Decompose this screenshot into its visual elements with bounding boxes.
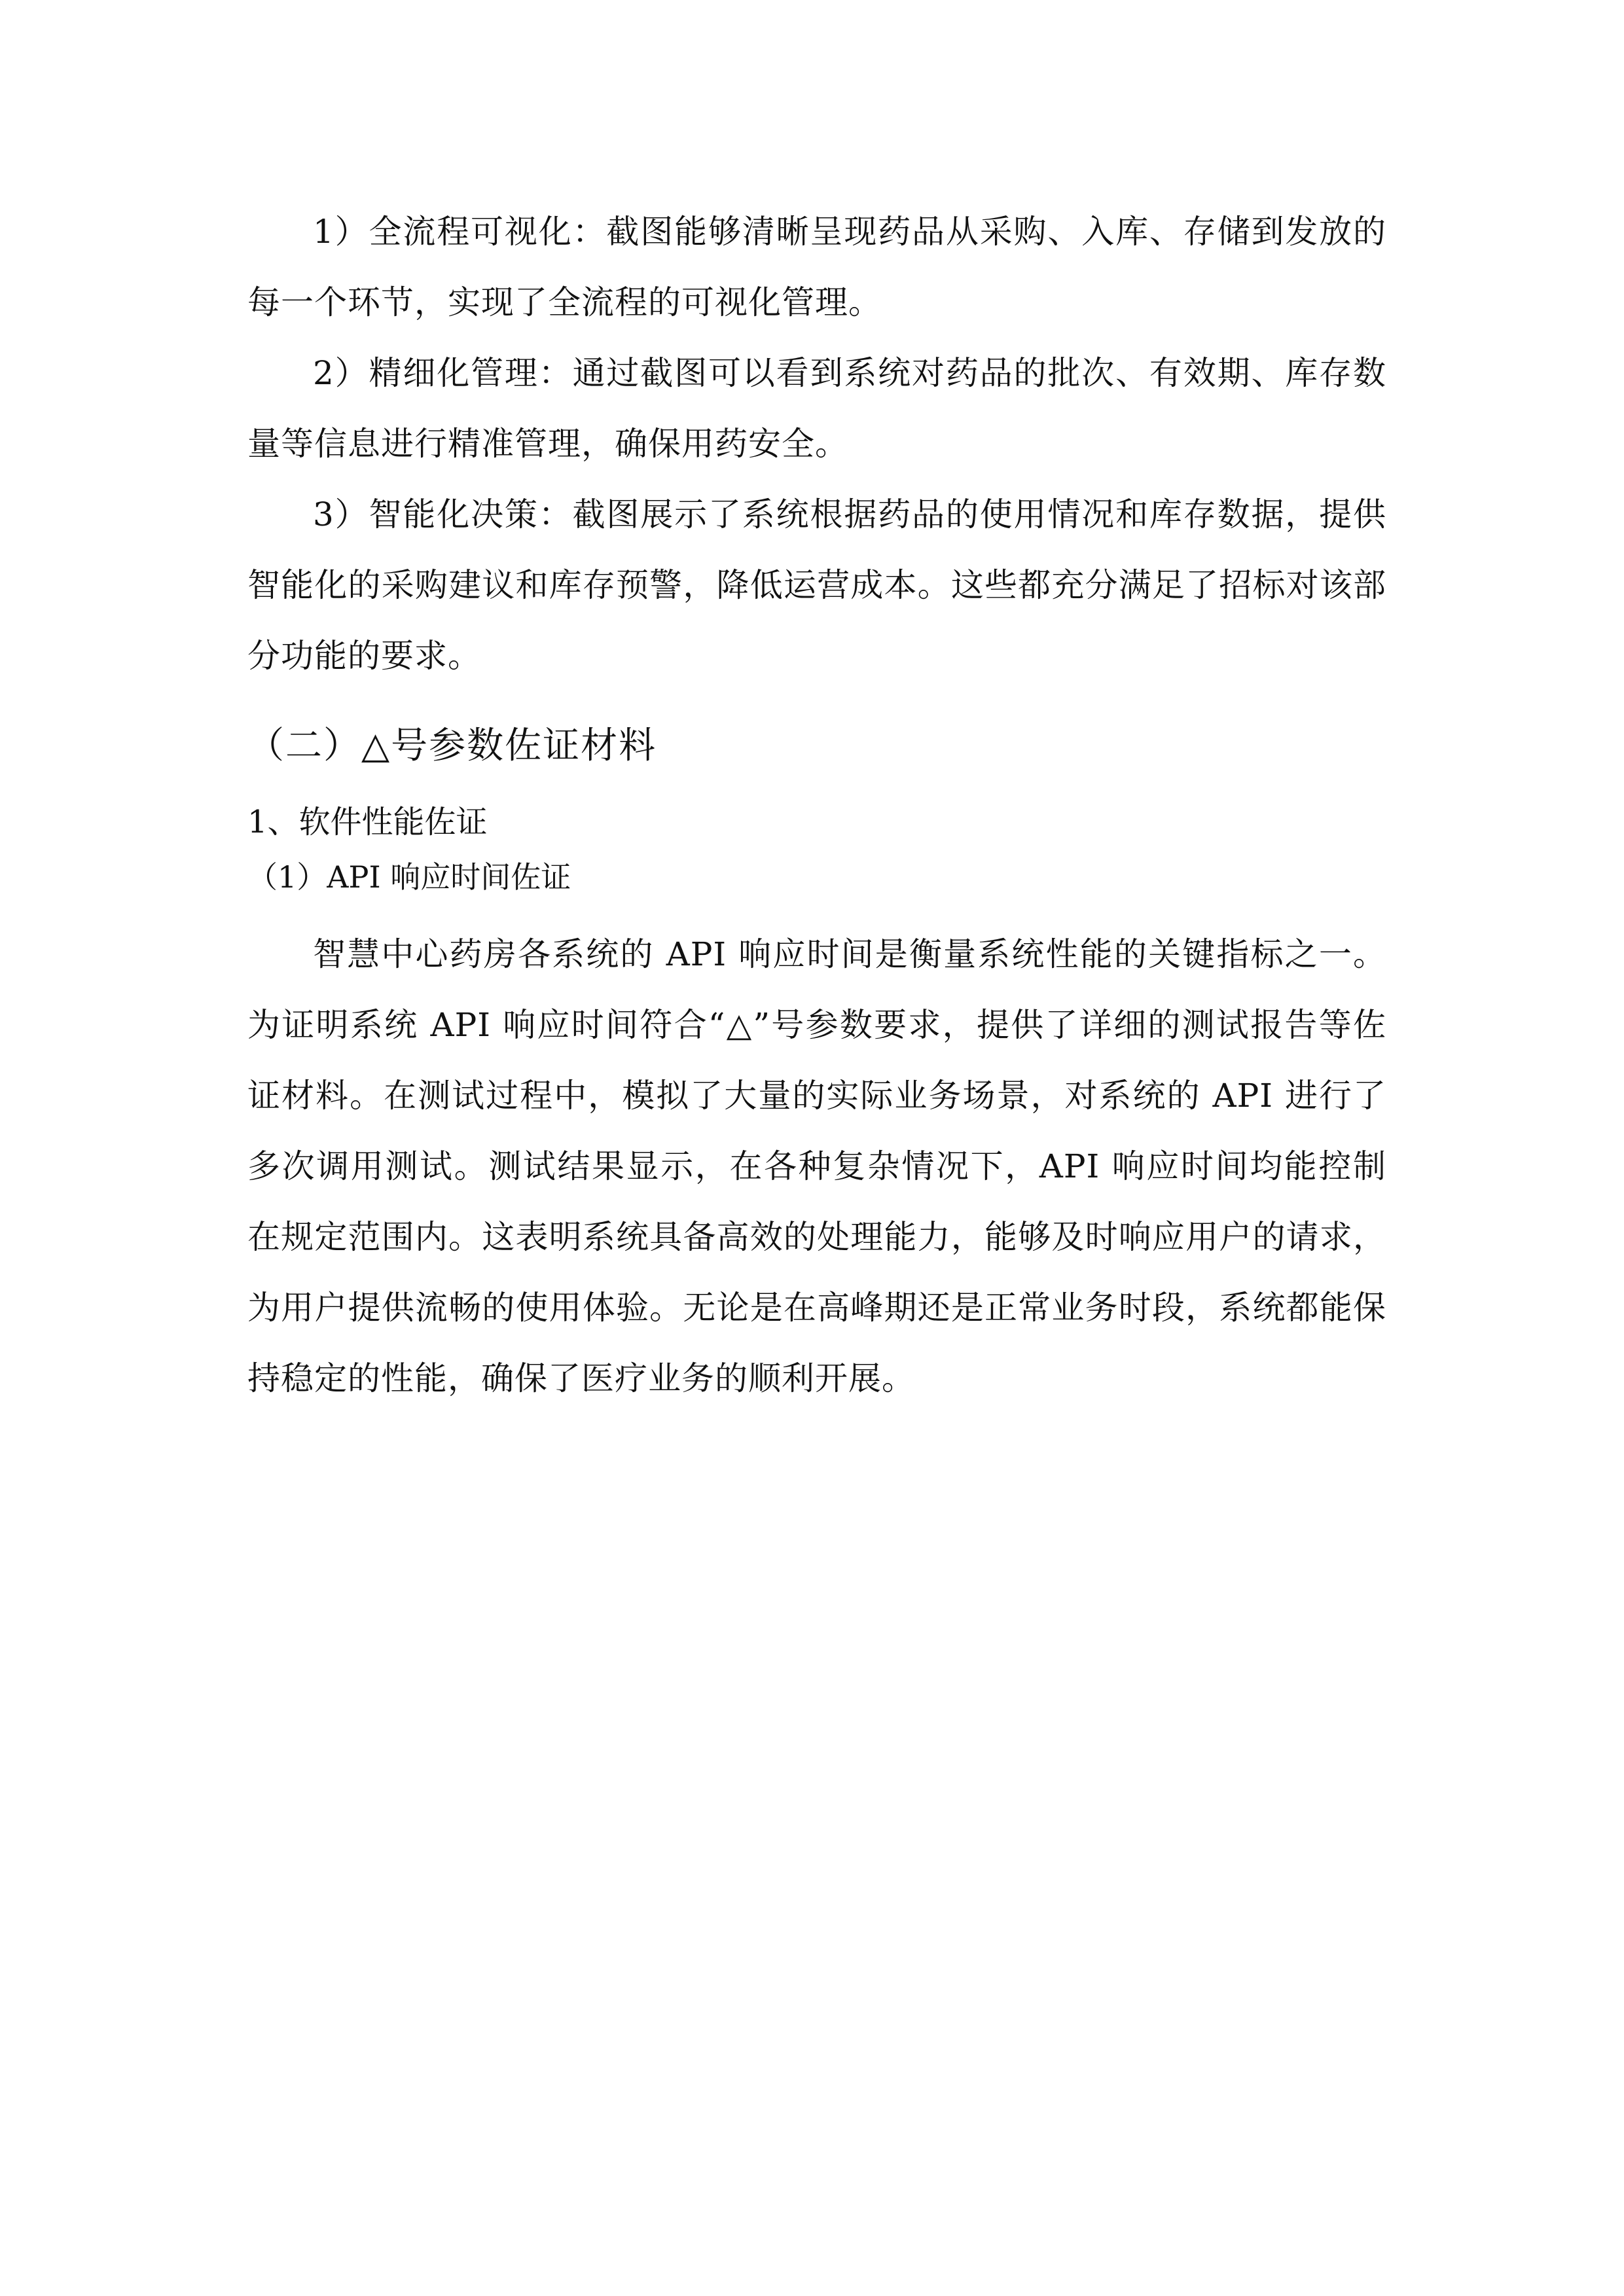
document-page: [247, 196, 1386, 1414]
paragraph-fine-management: 2）精细化管理：通过截图可以看到系统对药品的批次、有效期、库存数量等信息进行精准管理，确保用药安全。: [247, 354, 1386, 463]
sub-heading: 1、软件性能佐证: [247, 804, 488, 840]
body-paragraph: 智慧中心药房各系统的 API 响应时间是衡量系统性能的关键指标之一。为证明系统 API 响应时间符合“△”号参数要求，提供了详细的测试报告等佐证材料。在测试过程中，模拟了大量的实际业务场景，对系统的 API 进行了多次调用测试。测试结果显示，在各种复杂情况下，API 响应时间均能控制在规定范围内。这表明系统具备高效的处理能力，能够及时响应用户的请求，为用户提供流畅的使用体验。无论是在高峰期还是正常业务时段，系统都能保持稳定的性能，确保了医疗业务的顺利开展。: [247, 935, 1386, 1397]
section-heading: （二）△号参数佐证材料: [247, 725, 657, 767]
paragraph-intelligent-decision: 3）智能化决策：截图展示了系统根据药品的使用情况和库存数据，提供智能化的采购建议和库存预警，降低运营成本。这些都充分满足了招标对该部分功能的要求。: [247, 495, 1386, 675]
subsub-heading: （1）API 响应时间佐证: [247, 859, 571, 895]
paragraph-visualization: 1）全流程可视化：截图能够清晰呈现药品从采购、入库、存储到发放的每一个环节，实现了全流程的可视化管理。: [247, 213, 1386, 321]
